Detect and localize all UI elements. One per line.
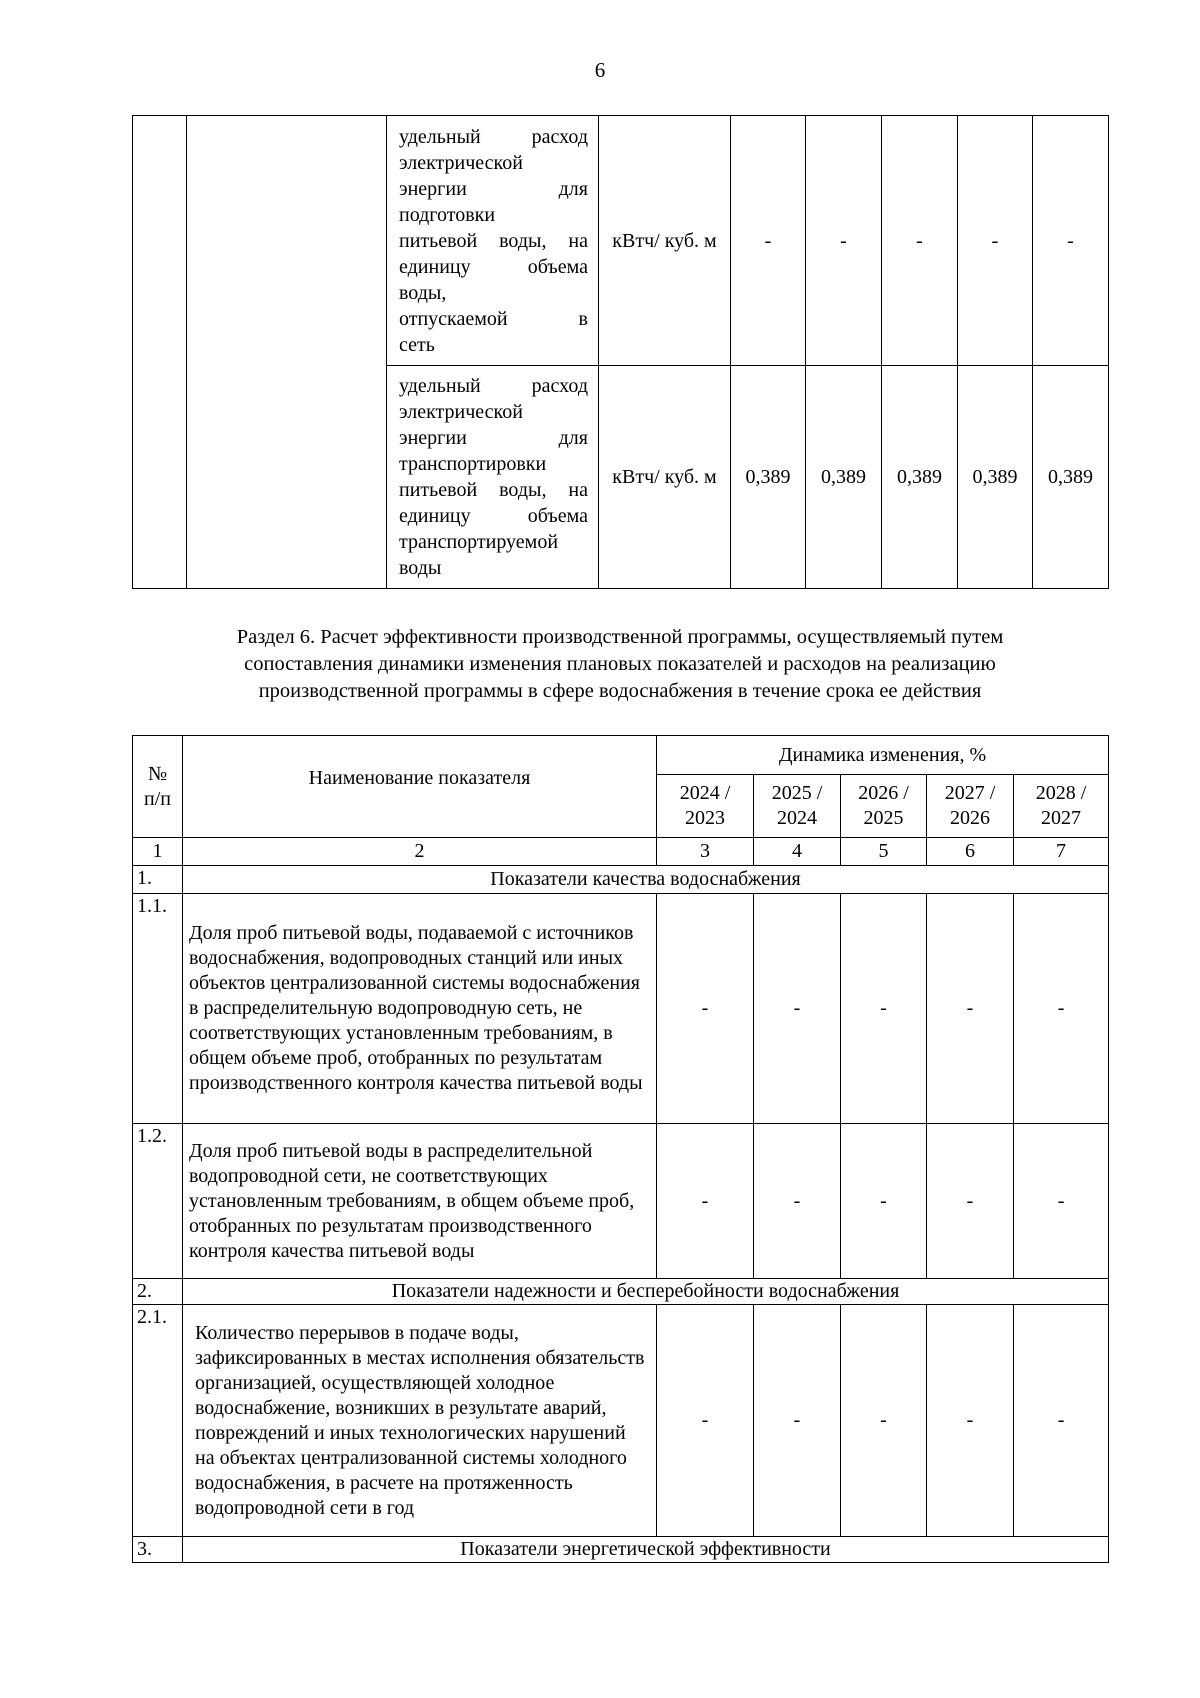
value-cell: - bbox=[754, 1124, 841, 1279]
description-line: электрической bbox=[399, 151, 523, 174]
description-line: транспортировки bbox=[399, 453, 547, 475]
row-number: 1. bbox=[133, 866, 183, 894]
efficiency-table bbox=[132, 735, 1109, 1563]
value-cell: - bbox=[657, 894, 754, 1124]
header-period: 2026 / 2025 bbox=[841, 775, 927, 838]
value-cell: - bbox=[1033, 116, 1109, 366]
value-cell: - bbox=[841, 1305, 927, 1537]
value-cell: - bbox=[806, 116, 882, 366]
row-number: 1.1. bbox=[133, 894, 183, 1124]
column-number: 1 bbox=[133, 838, 183, 866]
description-line: воды, bbox=[399, 281, 447, 304]
value-cell: - bbox=[927, 1305, 1014, 1537]
section-heading: Показатели надежности и бесперебойности водоснабжения bbox=[183, 1279, 1109, 1305]
description-line: питьевой воды, на bbox=[399, 479, 588, 501]
section-title-line: Раздел 6. Расчет эффективности производственной программы, осуществляемый путем bbox=[236, 626, 1004, 648]
value-cell: - bbox=[927, 894, 1014, 1124]
indicator-name: Доля проб питьевой воды в распределительной водопроводной сети, не соответствующих установленным требованиям, в общем объеме проб, отобранных по результатам производственного контроля качества питьевой воды bbox=[183, 1124, 657, 1279]
description-line: единицу объема bbox=[399, 255, 588, 278]
unit-cell: кВтч/ куб. м bbox=[599, 366, 731, 589]
header-name: Наименование показателя bbox=[183, 736, 657, 838]
section-heading: Показатели энергетической эффективности bbox=[183, 1537, 1109, 1563]
value-cell: - bbox=[882, 116, 958, 366]
indicator-name: Доля проб питьевой воды, подаваемой с источников водоснабжения, водопроводных станций или иных объектов централизованной системы водоснабжения в распределительную водопроводную сеть, не соответствующих установленным требованиям, в общем объеме проб, отобранных по результатам производственного контроля качества питьевой воды bbox=[183, 894, 657, 1124]
section-row bbox=[133, 866, 1109, 894]
value-cell: - bbox=[1014, 1305, 1109, 1537]
description-line: воды bbox=[399, 557, 442, 579]
section-row bbox=[133, 1537, 1109, 1563]
description-line: удельный расход bbox=[399, 125, 588, 148]
description-line: энергии для bbox=[399, 427, 588, 449]
column-numbers-row bbox=[133, 838, 1109, 866]
value-cell: - bbox=[958, 116, 1033, 366]
value-cell: - bbox=[754, 894, 841, 1124]
page-number: 6 bbox=[594, 58, 606, 82]
description-line: энергии для bbox=[399, 177, 588, 200]
row-number: 3. bbox=[133, 1537, 183, 1563]
value-cell: - bbox=[754, 1305, 841, 1537]
description-line: подготовки bbox=[399, 203, 496, 226]
indicator-name: Количество перерывов в подаче воды, зафиксированных в местах исполнения обязательств организацией, осуществляющей холодное водоснабжение, возникших в результате аварий, повреждений и иных технологических нарушений на объектах централизованной системы холодного водоснабжения, в расчете на протяженность водопроводной сети в год bbox=[183, 1305, 657, 1537]
section-heading: Показатели качества водоснабжения bbox=[183, 866, 1109, 894]
value-cell: 0,389 bbox=[882, 366, 958, 589]
indicators-table-continued bbox=[132, 115, 1109, 589]
value-cell: - bbox=[841, 894, 927, 1124]
row-number: 2.1. bbox=[133, 1305, 183, 1537]
value-cell: 0,389 bbox=[1033, 366, 1109, 589]
column-number: 7 bbox=[1014, 838, 1109, 866]
row-number: 2. bbox=[133, 1279, 183, 1305]
column-number: 4 bbox=[754, 838, 841, 866]
table-row bbox=[133, 1124, 1109, 1279]
header-dynamics: Динамика изменения, % bbox=[657, 736, 1109, 775]
description-line: электрической bbox=[399, 401, 523, 423]
value-cell: - bbox=[657, 1305, 754, 1537]
indicator-description bbox=[387, 116, 599, 366]
value-cell: 0,389 bbox=[806, 366, 882, 589]
column-number: 5 bbox=[841, 838, 927, 866]
section-title-line: производственной программы в сфере водоснабжения в течение срока ее действия bbox=[258, 680, 982, 702]
value-cell: - bbox=[657, 1124, 754, 1279]
description-line: сеть bbox=[399, 333, 435, 356]
value-cell: - bbox=[731, 116, 806, 366]
description-line: отпускаемой в bbox=[399, 307, 588, 330]
value-cell: 0,389 bbox=[731, 366, 806, 589]
empty-cell bbox=[187, 116, 387, 589]
value-cell: - bbox=[927, 1124, 1014, 1279]
value-cell: - bbox=[841, 1124, 927, 1279]
column-number: 6 bbox=[927, 838, 1014, 866]
value-cell: 0,389 bbox=[958, 366, 1033, 589]
description-line: единицу объема bbox=[399, 505, 588, 527]
header-period: 2024 / 2023 bbox=[657, 775, 754, 838]
section-row bbox=[133, 1279, 1109, 1305]
column-number: 2 bbox=[183, 838, 657, 866]
value-cell: - bbox=[1014, 894, 1109, 1124]
description-line: транспортируемой bbox=[399, 531, 559, 553]
column-number: 3 bbox=[657, 838, 754, 866]
header-row bbox=[133, 736, 1109, 775]
value-cell: - bbox=[1014, 1124, 1109, 1279]
table-row bbox=[133, 894, 1109, 1124]
unit-cell: кВтч/ куб. м bbox=[599, 116, 731, 366]
header-period: 2028 / 2027 bbox=[1014, 775, 1109, 838]
description-line: питьевой воды, на bbox=[399, 229, 588, 252]
table-row bbox=[133, 1305, 1109, 1537]
section-title-line: сопоставления динамики изменения плановых показателей и расходов на реализацию bbox=[244, 653, 996, 675]
header-period: 2027 / 2026 bbox=[927, 775, 1014, 838]
row-number: 1.2. bbox=[133, 1124, 183, 1279]
header-num: № п/п bbox=[133, 736, 183, 838]
section-title bbox=[132, 624, 1108, 705]
header-period: 2025 / 2024 bbox=[754, 775, 841, 838]
description-line: удельный расход bbox=[399, 375, 588, 397]
indicator-description bbox=[387, 366, 599, 589]
empty-cell bbox=[133, 116, 187, 589]
table-row bbox=[133, 116, 1109, 366]
